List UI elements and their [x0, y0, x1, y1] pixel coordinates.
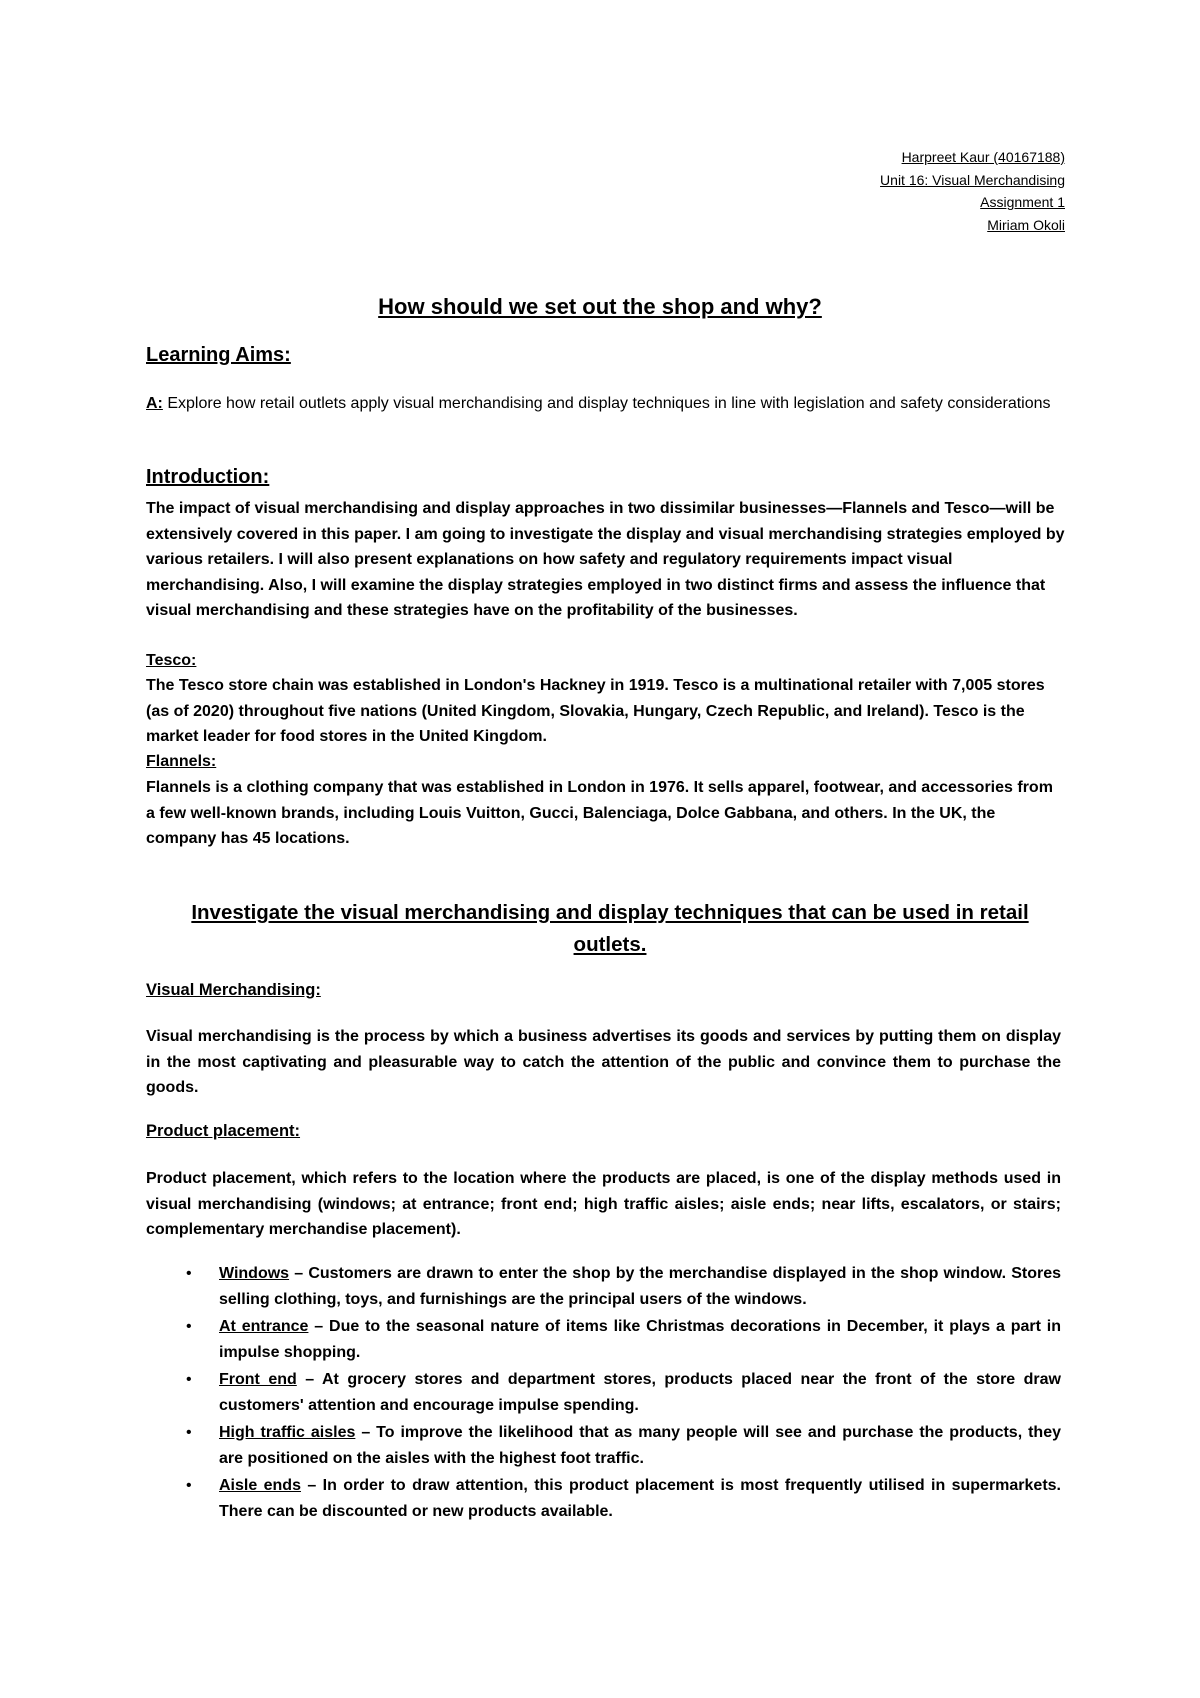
placement-desc: – Customers are drawn to enter the shop by the merchandise displayed in the shop window. Stores selling clothing, toys, and furnishings are the principal users of the windows. — [219, 1265, 1061, 1308]
learning-aim-a — [146, 391, 1061, 417]
section-title: Investigate the visual merchandising and display techniques that can be used in retail outlets. — [191, 901, 1029, 956]
tesco-text: The Tesco store chain was established in London's Hackney in 1919. Tesco is a multinational retailer with 7,005 stores (as of 2020) throughout five nations (United Kingdom, Slovakia, Hungary, Czech Republic, and Ireland). Tesco is the market leader for food stores in the United Kingdom. — [146, 677, 1045, 745]
list-item — [146, 1261, 1061, 1313]
bullet-icon: • — [186, 1424, 192, 1441]
placement-desc: – In order to draw attention, this product placement is most frequently utilised in supermarkets. There can be discounted or new products available. — [219, 1477, 1062, 1520]
placement-term: Aisle ends — [219, 1477, 301, 1494]
tesco-heading: Tesco: — [146, 652, 197, 669]
bullet-icon: • — [186, 1265, 192, 1282]
list-item — [146, 1473, 1061, 1525]
author-line: Harpreet Kaur (40167188) — [901, 149, 1065, 165]
placement-term: Front end — [219, 1371, 297, 1388]
placement-desc: – At grocery stores and department stores, products placed near the front of the store draw customers' attention and encourage impulse spending. — [219, 1371, 1062, 1414]
unit-line: Unit 16: Visual Merchandising — [880, 171, 1065, 188]
placement-desc: – Due to the seasonal nature of items like Christmas decorations in December, it plays a part in impulse shopping. — [219, 1318, 1061, 1361]
tutor-line: Miriam Okoli — [987, 216, 1065, 233]
list-item — [146, 1420, 1061, 1472]
bullet-icon: • — [186, 1477, 192, 1494]
flannels-text: Flannels is a clothing company that was established in London in 1976. It sells apparel, footwear, and accessories from a few well-known brands, including Louis Vuitton, Gucci, Balenciaga, Dolce Gabbana, and others. In the UK, the company has 45 locations. — [146, 779, 1053, 847]
introduction-text: The impact of visual merchandising and display approaches in two dissimilar businesses—Flannels and Tesco—will be extensively covered in this paper. I am going to investigate the display and visual merchandising strategies employed by various retailers. I will also present explanations on how safety and regulatory requirements impact visual merchandising. Also, I will examine the display strategies employed in two distinct firms and assess the influence that visual merchandising and these strategies have on the profitability of the businesses. — [146, 500, 1065, 619]
aim-text: Explore how retail outlets apply visual merchandising and display techniques in line with legislation and safety considerations — [162, 395, 1051, 412]
page-title: How should we set out the shop and why? — [378, 294, 822, 319]
bullet-icon: • — [186, 1371, 192, 1388]
placement-term: High traffic aisles — [219, 1424, 356, 1441]
list-item — [146, 1367, 1061, 1419]
document-header — [880, 146, 1065, 236]
flannels-heading: Flannels: — [146, 753, 217, 770]
assignment-line: Assignment 1 — [980, 194, 1065, 210]
placement-list — [146, 1261, 1061, 1526]
aim-label: A: — [146, 395, 163, 412]
visual-merchandising-text: Visual merchandising is the process by which a business advertises its goods and services by putting them on display in the most captivating and pleasurable way to catch the attention of the public and convince them to purchase the goods. — [146, 1028, 1061, 1096]
list-item — [146, 1314, 1061, 1366]
visual-merchandising-heading: Visual Merchandising: — [146, 981, 321, 999]
placement-desc: – To improve the likelihood that as many people will see and purchase the products, they are positioned on the aisles with the highest foot traffic. — [219, 1424, 1061, 1467]
introduction-heading: Introduction: — [146, 466, 270, 488]
placement-term: At entrance — [219, 1318, 309, 1335]
placement-term: Windows — [219, 1265, 290, 1282]
bullet-icon: • — [186, 1318, 192, 1335]
learning-aims-heading: Learning Aims: — [146, 344, 291, 366]
product-placement-heading: Product placement: — [146, 1122, 301, 1140]
product-placement-text: Product placement, which refers to the location where the products are placed, is one of the display methods used in visual merchandising (windows; at entrance; front end; high traffic aisles; aisle ends; near lifts, escalators, or stairs; complementary merchandise placement). — [146, 1170, 1061, 1238]
